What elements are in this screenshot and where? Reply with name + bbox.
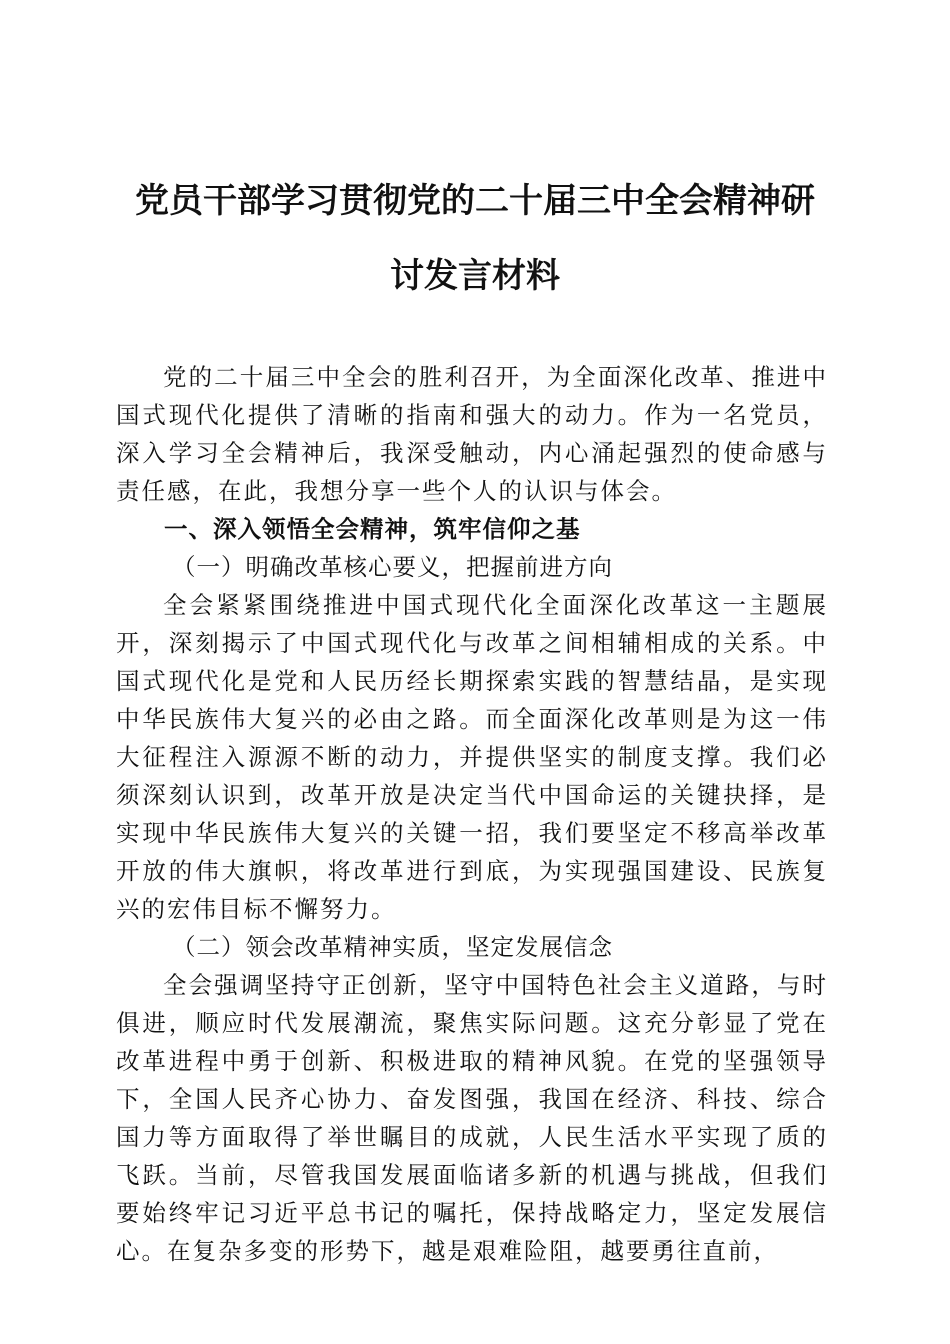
- subsection-heading-1: （一）明确改革核心要义，把握前进方向: [172, 553, 613, 581]
- subsection-heading-2: （二）领会改革精神实质，坚定发展信念: [172, 933, 613, 961]
- title-line-2: 讨发言材料: [390, 256, 560, 296]
- document-title: [112, 164, 838, 314]
- document-body: [116, 358, 828, 1270]
- section-heading-1: 一、深入领悟全会精神，筑牢信仰之基: [164, 515, 581, 543]
- body-paragraph-2: 全会强调坚持守正创新，坚守中国特色社会主义道路，与时俱进，顺应时代发展潮流，聚焦实际问题。这充分彰显了党在改革进程中勇于创新、积极进取的精神风貌。在党的坚强领导下，全国人民齐心协力、奋发图强，我国在经济、科技、综合国力等方面取得了举世瞩目的成就，人民生活水平实现了质的飞跃。当前，尽管我国发展面临诸多新的机遇与挑战，但我们要始终牢记习近平总书记的嘱托，保持战略定力，坚定发展信心。在复杂多变的形势下，越是艰难险阻，越要勇往直前，: [116, 971, 828, 1265]
- intro-paragraph: 党的二十届三中全会的胜利召开，为全面深化改革、推进中国式现代化提供了清晰的指南和强大的动力。作为一名党员，深入学习全会精神后，我深受触动，内心涌起强烈的使命感与责任感，在此，我想分享一些个人的认识与体会。: [116, 363, 828, 505]
- title-line-1: 党员干部学习贯彻党的二十届三中全会精神研: [135, 181, 815, 221]
- body-paragraph-1: 全会紧紧围绕推进中国式现代化全面深化改革这一主题展开，深刻揭示了中国式现代化与改革之间相辅相成的关系。中国式现代化是党和人民历经长期探索实践的智慧结晶，是实现中华民族伟大复兴的必由之路。而全面深化改革则是为这一伟大征程注入源源不断的动力，并提供坚实的制度支撑。我们必须深刻认识到，改革开放是决定当代中国命运的关键抉择，是实现中华民族伟大复兴的关键一招，我们要坚定不移高举改革开放的伟大旗帜，将改革进行到底，为实现强国建设、民族复兴的宏伟目标不懈努力。: [116, 591, 828, 923]
